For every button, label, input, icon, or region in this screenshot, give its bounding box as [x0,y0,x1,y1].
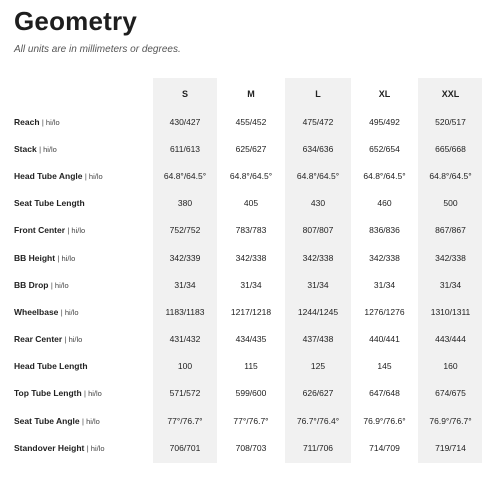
value-cell: 711/706 [302,442,334,453]
value-cell: 807/807 [302,225,334,236]
row-label-main: BB Drop [14,279,49,290]
geometry-rows [0,108,483,461]
page-title: Geometry [14,6,137,36]
table-row [0,380,483,407]
value-cell: 160 [443,361,458,372]
table-row [0,162,483,189]
value-cell: 836/836 [369,225,400,236]
value-cell: 867/867 [435,225,466,236]
value-cell: 1276/1276 [364,306,405,317]
table-row [0,217,483,244]
value-cell: 342/338 [302,252,334,263]
row-label-main: BB Height [14,252,56,263]
row-label-sub: | hi/lo [60,307,79,317]
value-cell: 455/452 [235,116,267,127]
value-cell: 571/572 [169,388,201,399]
value-cell: 76.7°/76.4° [296,415,340,426]
value-cell: 100 [177,361,193,372]
value-cell: 500 [443,198,458,209]
value-cell: 76.9°/76.7° [429,415,472,426]
value-cell: 674/675 [435,388,466,399]
value-cell: 31/34 [373,279,396,290]
value-cell: 443/444 [435,334,466,345]
row-label [0,135,153,162]
row-label [0,190,153,217]
value-cell: 430/427 [169,116,201,127]
row-label [0,244,153,271]
value-cell: 64.8°/64.5° [363,170,406,181]
value-cell: 430 [310,198,326,209]
value-cell: 31/34 [240,279,262,290]
value-cell: 634/636 [302,143,334,154]
row-label-sub: | hi/lo [84,171,103,181]
value-cell: 380 [177,198,193,209]
value-cell: 1183/1183 [165,306,205,317]
value-cell: 625/627 [235,143,267,154]
size-header-m: M [247,89,255,99]
value-cell: 31/34 [439,279,462,290]
value-cell: 77°/76.7° [233,415,269,426]
row-label [0,271,153,298]
value-cell: 752/752 [169,225,201,236]
value-cell: 520/517 [435,116,466,127]
value-cell: 76.9°/76.6° [363,415,406,426]
value-cell: 460 [377,198,392,209]
value-cell: 342/338 [235,252,267,263]
table-row [0,190,483,217]
value-cell: 64.8°/64.5° [229,170,273,181]
row-label [0,353,153,380]
table-row [0,244,483,271]
value-cell: 342/338 [435,252,466,263]
table-row [0,135,483,162]
value-cell: 125 [310,361,326,372]
row-label [0,298,153,325]
geometry-table [0,80,483,461]
value-cell: 115 [244,361,258,372]
value-cell: 708/703 [235,442,267,453]
value-cell: 1244/1245 [297,306,339,317]
size-header-xl: XL [378,89,391,99]
row-label-main: Reach [14,116,40,127]
value-cell: 1217/1218 [230,306,272,317]
value-cell: 31/34 [174,279,196,290]
row-label-sub: | hi/lo [64,335,83,345]
value-cell: 64.8°/64.5° [296,170,340,181]
row-label [0,217,153,244]
row-label-sub: | hi/lo [67,226,86,236]
size-header-l: L [315,89,321,99]
value-cell: 434/435 [235,334,267,345]
value-cell: 437/438 [302,334,334,345]
table-row [0,271,483,298]
value-cell: 342/338 [369,252,400,263]
row-label-main: Stack [14,143,37,154]
value-cell: 342/339 [169,252,201,263]
value-cell: 405 [243,198,259,209]
value-cell: 626/627 [302,388,334,399]
size-header-xxl: XXL [441,89,460,99]
value-cell: 611/613 [169,143,201,154]
row-label-main: Front Center [14,225,65,236]
row-label-main: Head Tube Angle [14,170,83,181]
row-label-main: Standover Height [14,442,85,453]
value-cell: 706/701 [169,442,201,453]
value-cell: 145 [377,361,392,372]
value-cell: 599/600 [235,388,267,399]
value-cell: 719/714 [435,442,466,453]
value-cell: 64.8°/64.5° [429,170,472,181]
row-label [0,326,153,353]
row-label-main: Seat Tube Length [14,198,85,209]
value-cell: 652/654 [369,143,400,154]
value-cell: 475/472 [302,116,334,127]
table-row [0,434,483,461]
row-label-sub: | hi/lo [82,416,100,426]
units-note: All units are in millimeters or degrees. [14,44,181,55]
value-cell: 64.8°/64.5° [163,170,207,181]
row-label [0,380,153,407]
size-header-row [0,80,483,108]
value-cell: 495/492 [369,116,400,127]
value-cell: 440/441 [369,334,400,345]
table-row [0,298,483,325]
value-cell: 665/668 [435,143,466,154]
row-label-main: Rear Center [14,334,63,345]
value-cell: 647/648 [369,388,400,399]
table-row [0,353,483,380]
value-cell: 77°/76.7° [167,415,203,426]
row-label-main: Wheelbase [14,306,59,317]
row-label [0,162,153,189]
row-label-sub: | hi/lo [86,443,105,453]
table-row [0,108,483,135]
row-label-main: Seat Tube Angle [14,415,80,426]
row-label [0,108,153,135]
header-blank [0,80,153,108]
row-label-sub: | hi/lo [50,280,69,290]
value-cell: 1310/1311 [430,306,471,317]
row-label [0,434,153,461]
row-label-main: Head Tube Length [14,361,88,372]
value-cell: 431/432 [169,334,201,345]
value-cell: 714/709 [369,442,400,453]
row-label [0,407,153,434]
row-label-sub: | hi/lo [41,117,60,127]
row-label-main: Top Tube Length [14,388,82,399]
value-cell: 31/34 [307,279,329,290]
row-label-sub: | hi/lo [57,253,76,263]
row-label-sub: | hi/lo [84,389,102,399]
row-label-sub: | hi/lo [39,144,57,154]
table-row [0,407,483,434]
table-row [0,326,483,353]
value-cell: 783/783 [235,225,267,236]
size-header-s: S [181,89,188,99]
